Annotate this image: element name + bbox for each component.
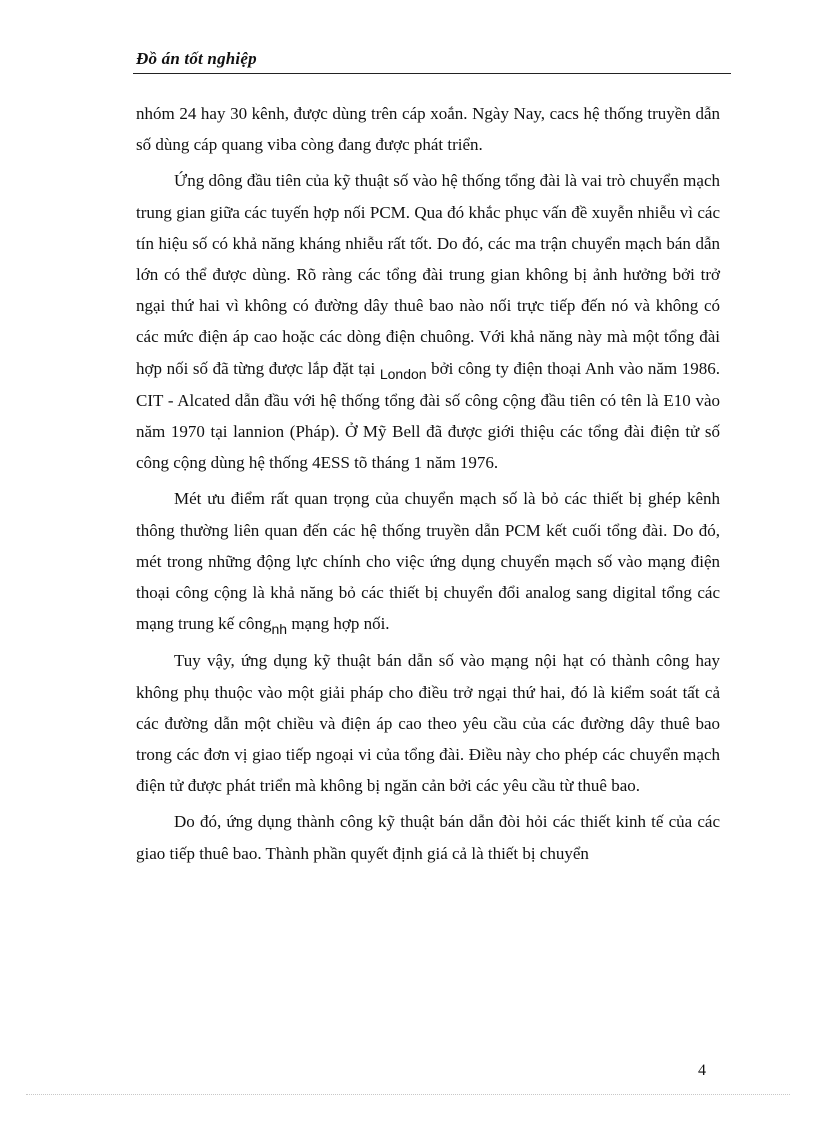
paragraph-2-text-end: bởi công ty điện thoại Anh vào năm 1986. CIT - Alcated dẫn đầu với hệ thống tổng đài số công cộng đầu tiên có tên là E10 vào năm 1970 tại lannion (Pháp). Ở Mỹ Bell đã được giới thiệu các tổng đài điện tử số công cộng dùng hệ thống 4ESS tõ tháng 1 năm 1976.: [136, 358, 720, 473]
paragraph-5-text: Do đó, ứng dụng thành công kỹ thuật bán dẫn đòi hỏi các thiết kinh tế của các giao tiếp thuê bao. Thành phần quyết định giá cả là thiết bị chuyển: [136, 812, 720, 863]
body-text: [136, 98, 720, 874]
paragraph-2-inset-word: London: [379, 365, 427, 382]
paragraph-4: [136, 645, 720, 801]
paragraph-3: [136, 483, 720, 640]
footer-divider: [26, 1094, 790, 1095]
paragraph-4-text: Tuy vậy, ứng dụng kỹ thuật bán dẫn số vào mạng nội hạt có thành công hay không phụ thuộc vào một giải pháp cho điều trở ngại thứ hai, đó là kiểm soát tất cả các đường dẫn một chiều và điện áp cao theo yêu cầu của các đường dây thuê bao trong các đơn vị giao tiếp ngoại vi của tổng đài. Điều này cho phép các chuyển mạch điện tử được phát triển mà không bị ngăn cản bởi các yêu cầu từ thuê bao.: [136, 651, 720, 796]
paragraph-2: [136, 165, 720, 478]
page-number: 4: [698, 1062, 706, 1079]
paragraph-5: [136, 806, 720, 868]
paragraph-3-text-start: Mét ưu điểm rất quan trọng của chuyển mạch số là bỏ các thiết bị ghép kênh thông thường liên quan đến các hệ thống truyền dẫn PCM kết cuối tổng đài. Do đó, mét trong những động lực chính cho việc ứng dụng chuyển mạch số vào mạng điện thoại công cộng là khả năng bỏ các thiết bị chuyển đổi analog sang digital tổng các mạng trung kế công: [136, 489, 720, 634]
header-divider: [133, 73, 731, 74]
paragraph-1: [136, 98, 720, 160]
paragraph-3-text-end: mạng hợp nối.: [287, 614, 390, 634]
paragraph-2-text-start: Ứng dông đầu tiên của kỹ thuật số vào hệ thống tổng đài là vai trò chuyển mạch trung gian giữa các tuyến hợp nối PCM. Qua đó khắc phục vấn đề xuyễn nhiễu vì các tín hiệu số có khả năng kháng nhiễu rất tốt. Do đó, các ma trận chuyển mạch bán dẫn lớn có thể được dùng. Rõ ràng các tổng đài trung gian không bị ảnh hưởng bởi trở ngại thứ hai vì không có đường dây thuê bao nào nối trực tiếp đến nó và không có các mức điện áp cao hoặc các dòng điện chuông. Với khả năng này mà một tổng đài hợp nối số đã từng được lắp đặt tại: [136, 171, 720, 378]
paragraph-3-inset-word: nh: [271, 621, 288, 638]
paragraph-1-text: nhóm 24 hay 30 kênh, được dùng trên cáp xoắn. Ngày Nay, cacs hệ thống truyền dẫn số dùng cáp quang viba còng đang được phát triển.: [136, 104, 720, 155]
header-title: Đồ án tốt nghiệp: [136, 49, 257, 68]
